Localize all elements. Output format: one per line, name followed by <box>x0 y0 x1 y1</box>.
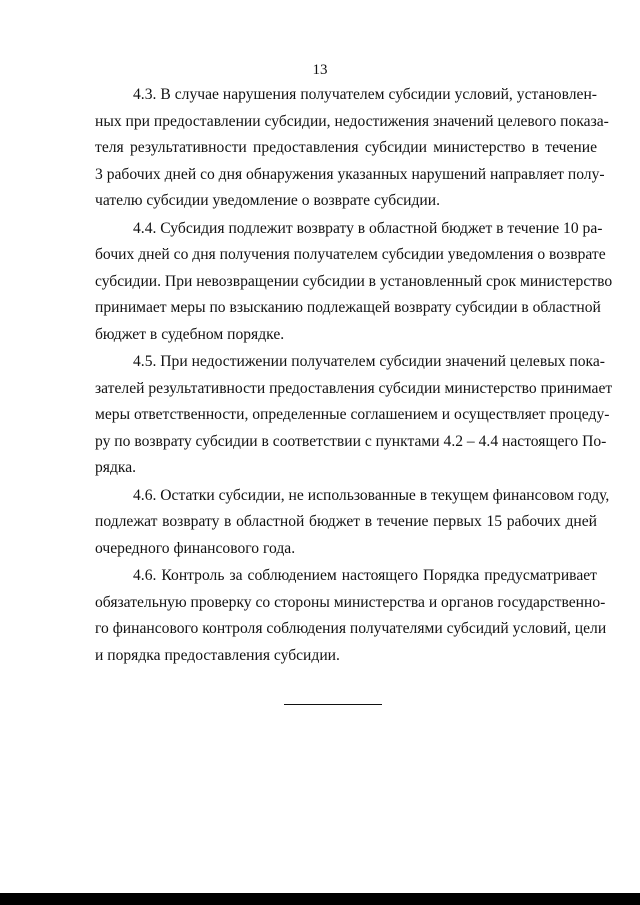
text-line: меры ответственности, определенные соглашением и осуществляет процеду- <box>95 406 610 423</box>
text-line: 4.5. При недостижении получателем субсидии значений целевых пока- <box>133 353 605 370</box>
text-line: рядка. <box>95 459 137 476</box>
text-line: зателей результативности предоставления субсидии министерство принимает <box>95 379 613 397</box>
text-line: 4.4. Субсидия подлежит возврату в областной бюджет в течение 10 ра- <box>133 219 603 237</box>
text-line: ру по возврату субсидии в соответствии с пунктами 4.2 – 4.4 настоящего По- <box>95 432 607 450</box>
text-line: го финансового контроля соблюдения получателями субсидий условий, цели <box>95 620 607 637</box>
document-body <box>95 82 613 669</box>
text-line: ных при предоставлении субсидии, недостижения значений целевого показа- <box>95 112 609 130</box>
text-line: бочих дней со дня получения получателем субсидии уведомления о возврате <box>95 246 606 263</box>
paragraph-4-5 <box>95 349 613 482</box>
text-line: 4.3. В случае нарушения получателем субсидии условий, установлен- <box>133 86 597 103</box>
paragraph-4-6-remainders <box>95 483 610 563</box>
text-line: теля результативности предоставления субсидии министерство в течение <box>95 139 597 156</box>
text-line: принимает меры по взысканию подлежащей возврату субсидии в областной <box>95 299 601 316</box>
text-line: чателю субсидии уведомление о возврате субсидии. <box>95 192 441 209</box>
text-line: очередного финансового года. <box>95 539 296 557</box>
scan-edge-bar <box>0 893 640 905</box>
paragraph-4-3 <box>95 82 609 215</box>
text-line: и порядка предоставления субсидии. <box>95 646 340 664</box>
text-line: 3 рабочих дней со дня обнаружения указанных нарушений направляет полу- <box>95 165 605 183</box>
text-line: бюджет в судебном порядке. <box>95 325 285 343</box>
text-line: субсидии. При невозвращении субсидии в установленный срок министерство <box>95 272 613 290</box>
text-line: 4.6. Контроль за соблюдением настоящего Порядка предусматривает <box>133 567 597 584</box>
paragraph-4-6-control <box>95 563 607 669</box>
page-number: 13 <box>312 62 328 78</box>
end-of-document-rule <box>284 704 382 705</box>
text-line: обязательную проверку со стороны министерства и органов государственно- <box>95 593 606 611</box>
text-line: 4.6. Остатки субсидии, не использованные в текущем финансовом году, <box>133 486 610 504</box>
paragraph-4-4 <box>95 216 613 349</box>
text-line: подлежат возврату в областной бюджет в течение первых 15 рабочих дней <box>95 513 597 530</box>
